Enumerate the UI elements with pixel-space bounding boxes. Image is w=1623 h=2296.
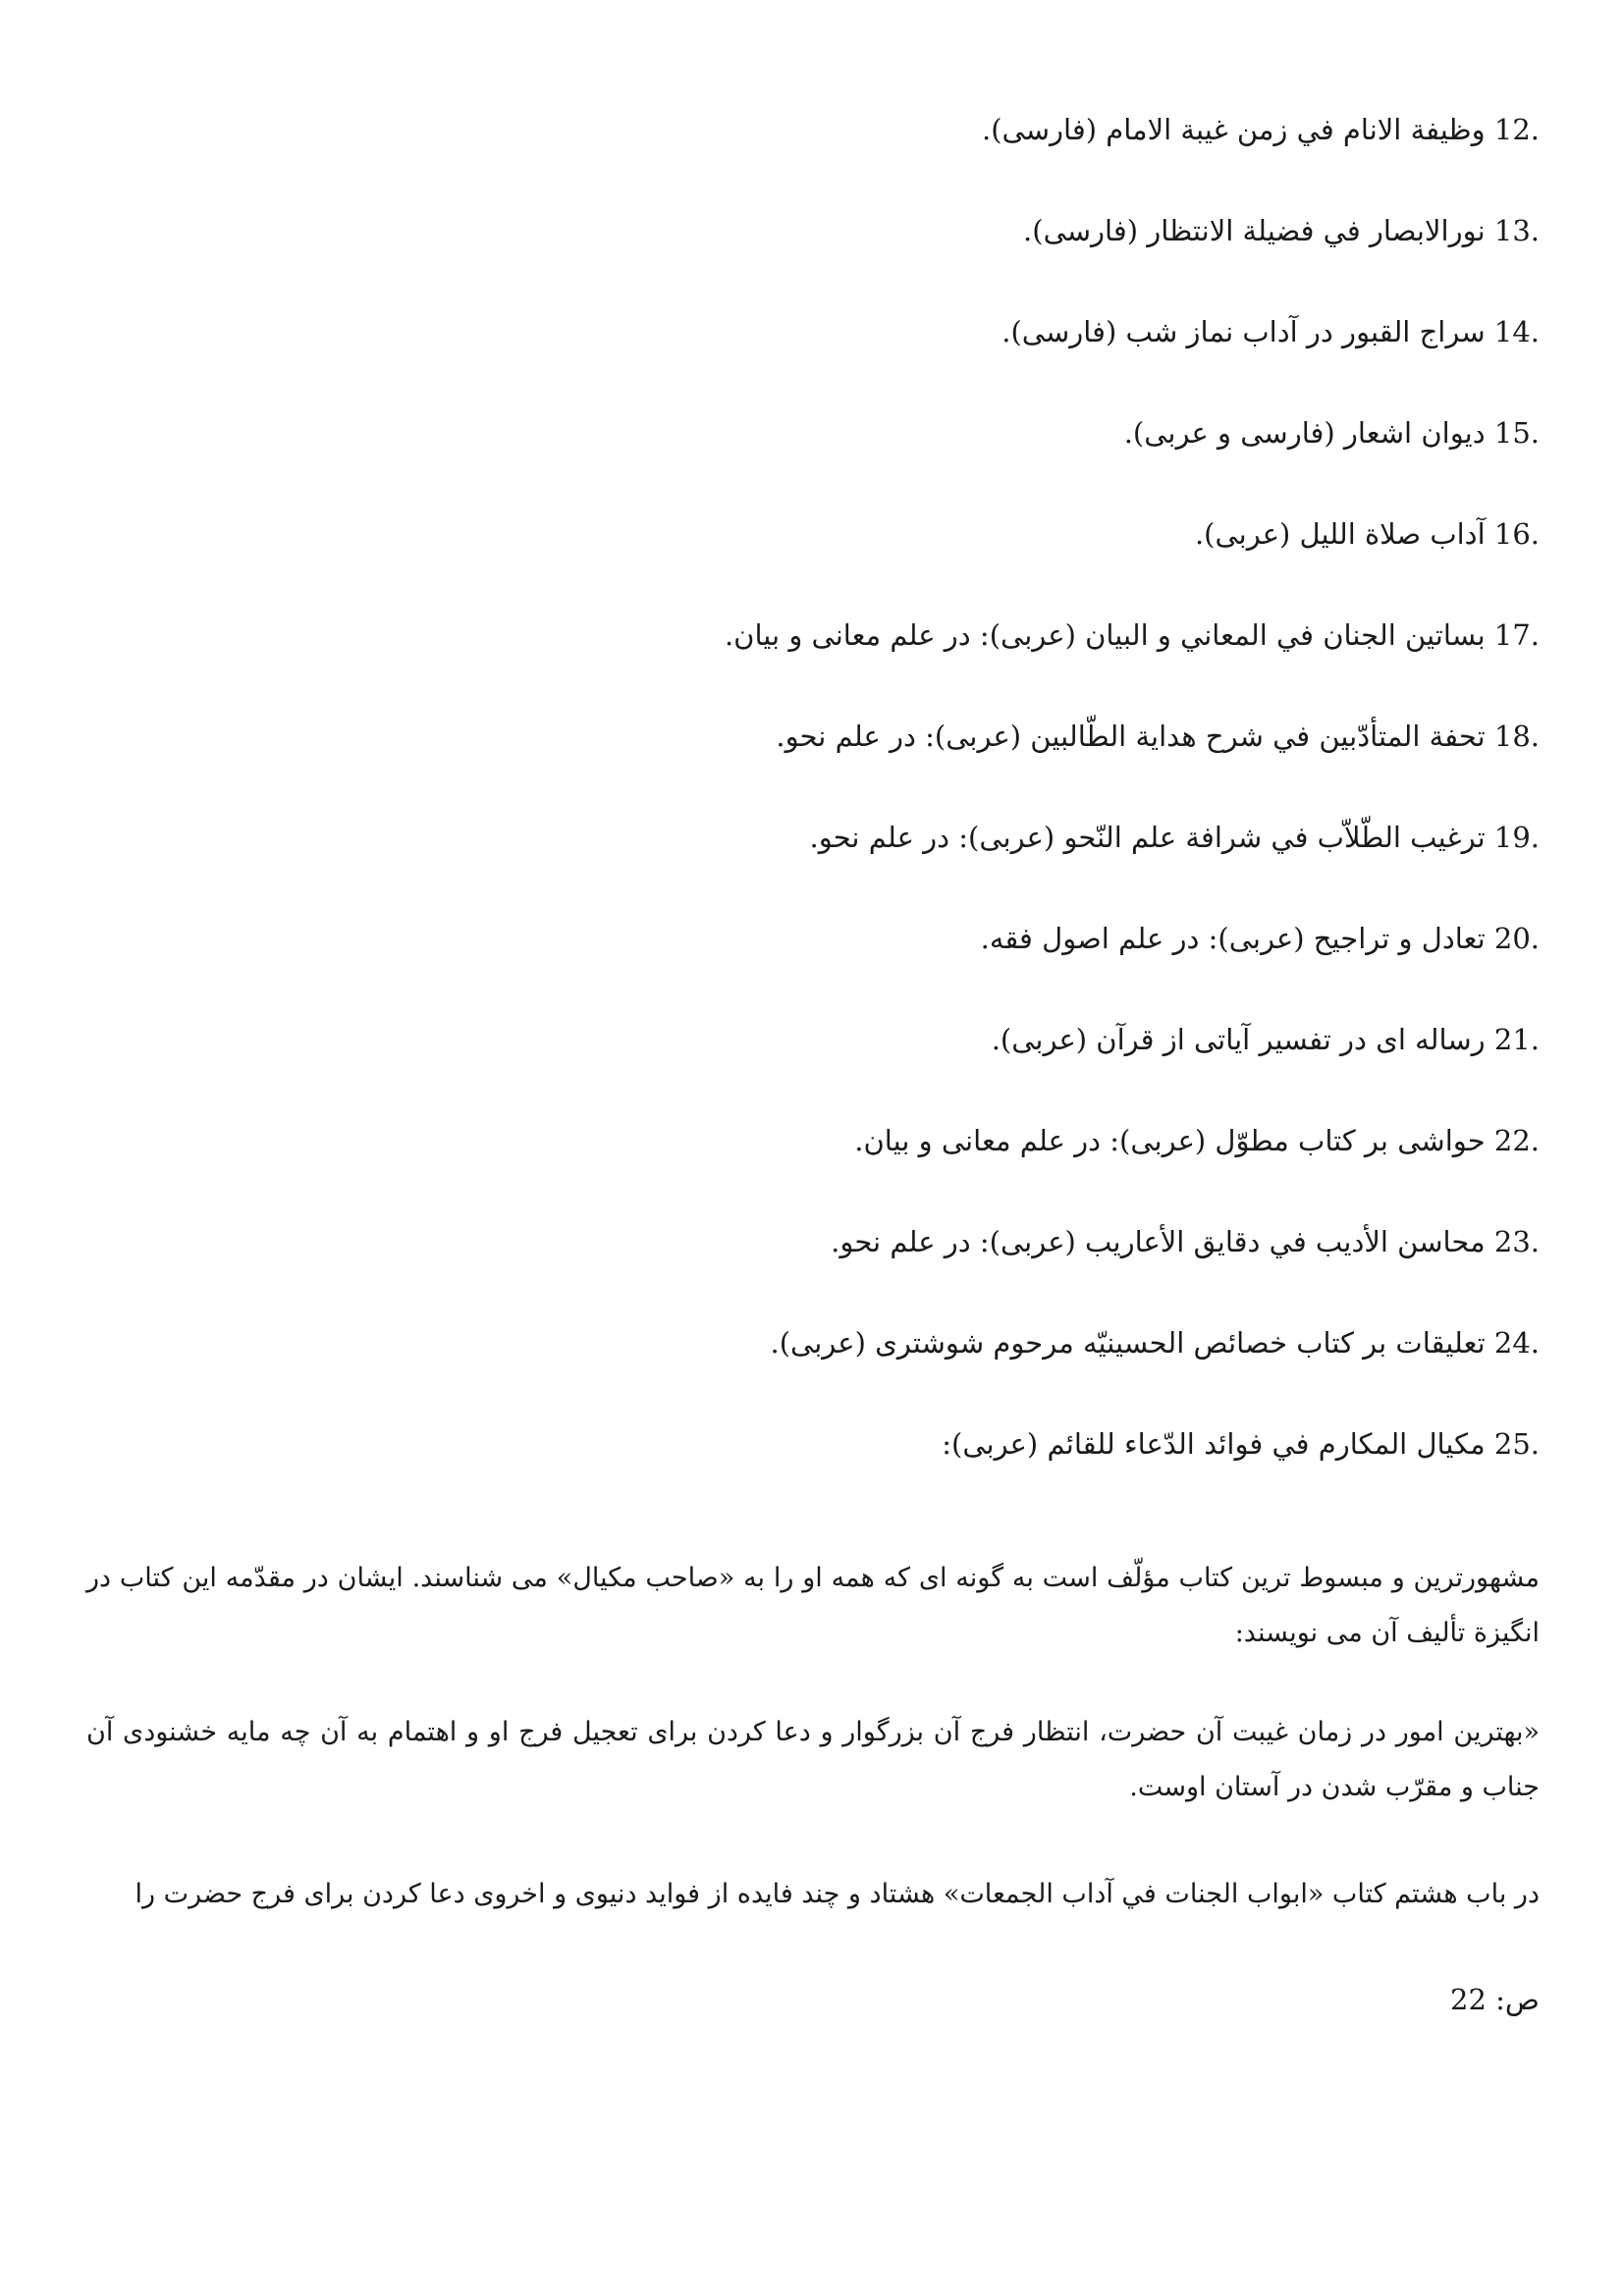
item-text: مكيال المكارم في فوائد الدّعاء للقائم (عربى):: [942, 1427, 1486, 1461]
item-number: 12.: [1493, 113, 1540, 146]
item-text: رساله اى در تفسير آياتى از قرآن (عربى).: [991, 1023, 1486, 1056]
item-number: 14.: [1493, 315, 1540, 348]
list-item: [165, 413, 1540, 453]
item-text: نورالابصار في فضيلة الانتظار (فارسى).: [1023, 214, 1486, 247]
item-text: تحفة المتأدّبين في شرح هداية الطّالبين (عربى): در علم نحو.: [776, 720, 1486, 753]
list-item: [165, 615, 1540, 655]
list-item: [165, 1020, 1540, 1059]
item-text: آداب صلاة الليل (عربى).: [1194, 517, 1486, 551]
item-number: 25.: [1493, 1427, 1540, 1461]
list-item: [165, 1323, 1540, 1362]
item-text: تعليقات بر كتاب خصائص الحسينيّه مرحوم شوشترى (عربى).: [770, 1326, 1486, 1360]
item-text: محاسن الأديب في دقايق الأعاريب (عربى): در علم نحو.: [831, 1225, 1486, 1258]
item-text: حواشى بر كتاب مطوّل (عربى): در علم معانى و بيان.: [854, 1124, 1486, 1157]
item-number: 20.: [1493, 922, 1540, 955]
item-text: ديوان اشعار (فارسى و عربى).: [1123, 416, 1486, 450]
item-number: 23.: [1493, 1225, 1540, 1258]
item-number: 22.: [1493, 1124, 1540, 1157]
item-number: 17.: [1493, 618, 1540, 652]
list-item: [165, 514, 1540, 554]
item-text: تعادل و تراجيح (عربى): در علم اصول فقه.: [980, 922, 1486, 955]
paragraph-chapter-eight: در باب هشتم كتاب «ابواب الجنات في آداب الجمعات» هشتاد و چند فايده از فوايد دنيوى و اخروى دعا كردن براى فرج حضرت را: [135, 1879, 1540, 1909]
item-number: 13.: [1493, 214, 1540, 247]
list-item: [165, 1424, 1540, 1464]
paragraph-quote: «بهترين امور در زمان غيبت آن حضرت، انتظار فرج آن بزرگوار و دعا كردن براى تعجيل فرج او و اهتمام به آن چه مايه خشنودى آن جناب و مقرّب شدن در آستان اوست.: [86, 1717, 1540, 1802]
item-text: ترغيب الطّلاّب في شرافة علم النّحو (عربى): در علم نحو.: [809, 821, 1486, 854]
list-item: [165, 110, 1540, 149]
item-text: بساتين الجنان في المعاني و البيان (عربى): در علم معانى و بيان.: [724, 618, 1486, 652]
item-number: 21.: [1493, 1023, 1540, 1056]
list-item: [165, 1222, 1540, 1261]
item-number: 24.: [1493, 1326, 1540, 1360]
list-item: [165, 211, 1540, 250]
item-number: 15.: [1493, 416, 1540, 450]
item-number: 18.: [1493, 720, 1540, 753]
list-item: [165, 818, 1540, 857]
list-item: [165, 1121, 1540, 1160]
list-item: [165, 717, 1540, 756]
item-number: 19.: [1493, 821, 1540, 854]
item-text: وظيفة الانام في زمن غيبة الامام (فارسى).: [982, 113, 1486, 146]
works-list: [165, 110, 1540, 1525]
page-number: ص: 22: [1450, 1983, 1540, 2016]
item-text: سراج القبور در آداب نماز شب (فارسى).: [1001, 315, 1486, 348]
paragraph-intro: مشهورترين و مبسوط ترين كتاب مؤلّف است به گونه اى كه همه او را به «صاحب مكيال» مى شناسند. ايشان در مقدّمه اين كتاب در انگيزة تأليف آن مى نويسند:: [86, 1563, 1540, 1648]
list-item: [165, 312, 1540, 351]
item-number: 16.: [1493, 517, 1540, 551]
list-item: [165, 919, 1540, 958]
